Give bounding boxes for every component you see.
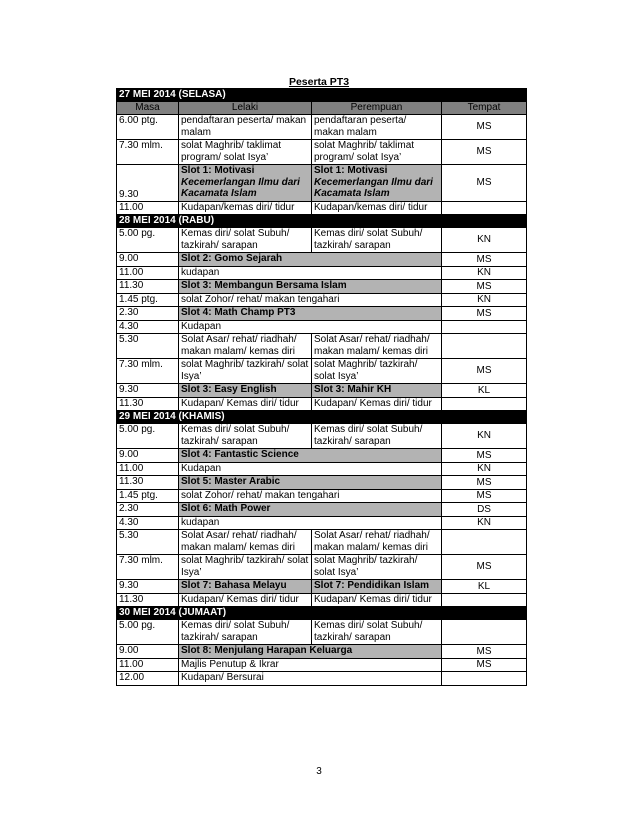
venue-cell bbox=[442, 320, 527, 334]
schedule-row bbox=[117, 165, 527, 202]
venue-cell bbox=[442, 201, 527, 215]
time-cell: 5.00 pg. bbox=[117, 424, 179, 449]
time-cell: 9.30 bbox=[117, 580, 179, 594]
time-cell: 5.30 bbox=[117, 530, 179, 555]
time-cell: 5.00 pg. bbox=[117, 228, 179, 253]
schedule-row bbox=[117, 384, 527, 398]
venue-cell: MS bbox=[442, 359, 527, 384]
female-activity-cell bbox=[312, 165, 442, 202]
schedule-row bbox=[117, 307, 527, 321]
venue-cell: KN bbox=[442, 266, 527, 280]
schedule-row bbox=[117, 397, 527, 411]
venue-cell: MS bbox=[442, 280, 527, 294]
activity-cell: Slot 6: Math Power bbox=[179, 503, 442, 517]
female-activity-cell: Solat Asar/ rehat/ riadhah/ makan malam/ kemas diri bbox=[312, 334, 442, 359]
male-activity-cell: Slot 3: Easy English bbox=[179, 384, 312, 398]
venue-cell: KN bbox=[442, 424, 527, 449]
venue-cell: MS bbox=[442, 140, 527, 165]
column-header-masa: Masa bbox=[117, 102, 179, 115]
time-cell: 4.30 bbox=[117, 320, 179, 334]
column-header-row bbox=[117, 102, 527, 115]
time-cell: 4.30 bbox=[117, 516, 179, 530]
venue-cell: MS bbox=[442, 658, 527, 672]
time-cell: 9.00 bbox=[117, 253, 179, 267]
activity-cell: Slot 5: Master Arabic bbox=[179, 476, 442, 490]
male-activity-cell: Solat Asar/ rehat/ riadhah/ makan malam/ kemas diri bbox=[179, 530, 312, 555]
slot-subtitle: Kecemerlangan Ilmu dari Kacamata Islam bbox=[181, 176, 300, 199]
venue-cell bbox=[442, 530, 527, 555]
page-number: 3 bbox=[316, 766, 322, 777]
day-label: 29 MEI 2014 (KHAMIS) bbox=[117, 411, 527, 424]
male-activity-cell: Kemas diri/ solat Subuh/ tazkirah/ sarapan bbox=[179, 424, 312, 449]
male-activity-cell: Kemas diri/ solat Subuh/ tazkirah/ sarapan bbox=[179, 228, 312, 253]
female-activity-cell: Kemas diri/ solat Subuh/ tazkirah/ sarapan bbox=[312, 620, 442, 645]
schedule-row bbox=[117, 266, 527, 280]
schedule-row bbox=[117, 555, 527, 580]
male-activity-cell: Kudapan/ Kemas diri/ tidur bbox=[179, 593, 312, 607]
schedule-row bbox=[117, 228, 527, 253]
female-activity-cell: Slot 7: Pendidikan Islam bbox=[312, 580, 442, 594]
time-cell: 11.00 bbox=[117, 462, 179, 476]
schedule-row bbox=[117, 140, 527, 165]
activity-cell: kudapan bbox=[179, 516, 442, 530]
time-cell: 2.30 bbox=[117, 307, 179, 321]
schedule-row bbox=[117, 489, 527, 503]
activity-cell: Slot 4: Math Champ PT3 bbox=[179, 307, 442, 321]
slot-heading: Slot 1: Motivasi bbox=[181, 165, 255, 176]
schedule-row bbox=[117, 424, 527, 449]
day-header-row bbox=[117, 607, 527, 620]
venue-cell: KL bbox=[442, 384, 527, 398]
activity-cell: Kudapan bbox=[179, 320, 442, 334]
activity-cell: solat Zohor/ rehat/ makan tengahari bbox=[179, 293, 442, 307]
time-cell: 9.30 bbox=[117, 165, 179, 202]
time-cell: 5.30 bbox=[117, 334, 179, 359]
male-activity-cell: Slot 7: Bahasa Melayu bbox=[179, 580, 312, 594]
day-header-row bbox=[117, 215, 527, 228]
male-activity-cell: solat Maghrib/ taklimat program/ solat Isya’ bbox=[179, 140, 312, 165]
activity-cell: Kudapan/ Bersurai bbox=[179, 672, 442, 686]
column-header-perempuan: Perempuan bbox=[312, 102, 442, 115]
schedule-row bbox=[117, 516, 527, 530]
venue-cell: KN bbox=[442, 516, 527, 530]
venue-cell: MS bbox=[442, 555, 527, 580]
schedule-row bbox=[117, 449, 527, 463]
time-cell: 11.30 bbox=[117, 280, 179, 294]
time-cell: 2.30 bbox=[117, 503, 179, 517]
female-activity-cell: Kudapan/ Kemas diri/ tidur bbox=[312, 397, 442, 411]
female-activity-cell: pendaftaran peserta/ makan malam bbox=[312, 115, 442, 140]
female-activity-cell: Kemas diri/ solat Subuh/ tazkirah/ sarapan bbox=[312, 228, 442, 253]
venue-cell: MS bbox=[442, 449, 527, 463]
activity-cell: solat Zohor/ rehat/ makan tengahari bbox=[179, 489, 442, 503]
schedule-row bbox=[117, 293, 527, 307]
time-cell: 9.00 bbox=[117, 645, 179, 659]
male-activity-cell: pendaftaran peserta/ makan malam bbox=[179, 115, 312, 140]
column-header-tempat: Tempat bbox=[442, 102, 527, 115]
activity-cell: Majlis Penutup & Ikrar bbox=[179, 658, 442, 672]
schedule-row bbox=[117, 334, 527, 359]
venue-cell: DS bbox=[442, 503, 527, 517]
time-cell: 1.45 ptg. bbox=[117, 293, 179, 307]
day-label: 30 MEI 2014 (JUMAAT) bbox=[117, 607, 527, 620]
male-activity-cell: Kudapan/ Kemas diri/ tidur bbox=[179, 397, 312, 411]
venue-cell: KN bbox=[442, 293, 527, 307]
female-activity-cell: Kudapan/kemas diri/ tidur bbox=[312, 201, 442, 215]
activity-cell: Slot 8: Menjulang Harapan Keluarga bbox=[179, 645, 442, 659]
venue-cell bbox=[442, 620, 527, 645]
male-activity-cell: Kemas diri/ solat Subuh/ tazkirah/ sarapan bbox=[179, 620, 312, 645]
female-activity-cell: solat Maghrib/ tazkirah/ solat Isya’ bbox=[312, 555, 442, 580]
venue-cell: MS bbox=[442, 489, 527, 503]
female-activity-cell: Solat Asar/ rehat/ riadhah/ makan malam/ kemas diri bbox=[312, 530, 442, 555]
activity-cell: Slot 3: Membangun Bersama Islam bbox=[179, 280, 442, 294]
venue-cell: MS bbox=[442, 307, 527, 321]
time-cell: 5.00 pg. bbox=[117, 620, 179, 645]
venue-cell: KN bbox=[442, 462, 527, 476]
venue-cell: MS bbox=[442, 253, 527, 267]
time-cell: 7.30 mlm. bbox=[117, 555, 179, 580]
schedule-row bbox=[117, 658, 527, 672]
schedule-row bbox=[117, 462, 527, 476]
venue-cell bbox=[442, 397, 527, 411]
schedule-row bbox=[117, 115, 527, 140]
time-cell: 7.30 mlm. bbox=[117, 359, 179, 384]
column-header-lelaki: Lelaki bbox=[179, 102, 312, 115]
day-label: 27 MEI 2014 (SELASA) bbox=[117, 89, 527, 102]
male-activity-cell: Solat Asar/ rehat/ riadhah/ makan malam/ kemas diri bbox=[179, 334, 312, 359]
day-header-row bbox=[117, 411, 527, 424]
schedule-row bbox=[117, 476, 527, 490]
venue-cell: MS bbox=[442, 476, 527, 490]
venue-cell: MS bbox=[442, 115, 527, 140]
female-activity-cell: Kemas diri/ solat Subuh/ tazkirah/ sarapan bbox=[312, 424, 442, 449]
venue-cell: MS bbox=[442, 645, 527, 659]
time-cell: 11.30 bbox=[117, 397, 179, 411]
slot-subtitle: Kecemerlangan Ilmu dari Kacamata Islam bbox=[314, 176, 433, 199]
time-cell: 11.00 bbox=[117, 201, 179, 215]
female-activity-cell: solat Maghrib/ tazkirah/ solat Isya’ bbox=[312, 359, 442, 384]
male-activity-cell: solat Maghrib/ tazkirah/ solat Isya’ bbox=[179, 359, 312, 384]
venue-cell bbox=[442, 334, 527, 359]
schedule-row bbox=[117, 503, 527, 517]
schedule-row bbox=[117, 593, 527, 607]
schedule-row bbox=[117, 359, 527, 384]
time-cell: 12.00 bbox=[117, 672, 179, 686]
schedule-row bbox=[117, 253, 527, 267]
activity-cell: kudapan bbox=[179, 266, 442, 280]
time-cell: 7.30 mlm. bbox=[117, 140, 179, 165]
time-cell: 11.30 bbox=[117, 593, 179, 607]
slot-heading: Slot 1: Motivasi bbox=[314, 165, 388, 176]
venue-cell: KN bbox=[442, 228, 527, 253]
schedule-table bbox=[116, 88, 527, 686]
day-label: 28 MEI 2014 (RABU) bbox=[117, 215, 527, 228]
schedule-row bbox=[117, 645, 527, 659]
female-activity-cell: Slot 3: Mahir KH bbox=[312, 384, 442, 398]
venue-cell: MS bbox=[442, 165, 527, 202]
female-activity-cell: Kudapan/ Kemas diri/ tidur bbox=[312, 593, 442, 607]
schedule-row bbox=[117, 320, 527, 334]
time-cell: 9.00 bbox=[117, 449, 179, 463]
time-cell: 9.30 bbox=[117, 384, 179, 398]
venue-cell: KL bbox=[442, 580, 527, 594]
activity-cell: Kudapan bbox=[179, 462, 442, 476]
male-activity-cell: solat Maghrib/ tazkirah/ solat Isya’ bbox=[179, 555, 312, 580]
venue-cell bbox=[442, 593, 527, 607]
venue-cell bbox=[442, 672, 527, 686]
day-header-row bbox=[117, 89, 527, 102]
time-cell: 11.30 bbox=[117, 476, 179, 490]
time-cell: 1.45 ptg. bbox=[117, 489, 179, 503]
activity-cell: Slot 4: Fantastic Science bbox=[179, 449, 442, 463]
schedule-row bbox=[117, 672, 527, 686]
time-cell: 11.00 bbox=[117, 658, 179, 672]
time-cell: 11.00 bbox=[117, 266, 179, 280]
female-activity-cell: solat Maghrib/ taklimat program/ solat Isya’ bbox=[312, 140, 442, 165]
schedule-row bbox=[117, 530, 527, 555]
schedule-row bbox=[117, 280, 527, 294]
time-cell: 6.00 ptg. bbox=[117, 115, 179, 140]
schedule-row bbox=[117, 580, 527, 594]
schedule-row bbox=[117, 201, 527, 215]
schedule-row bbox=[117, 620, 527, 645]
activity-cell: Slot 2: Gomo Sejarah bbox=[179, 253, 442, 267]
male-activity-cell bbox=[179, 165, 312, 202]
document-title: Peserta PT3 bbox=[288, 76, 350, 88]
male-activity-cell: Kudapan/kemas diri/ tidur bbox=[179, 201, 312, 215]
